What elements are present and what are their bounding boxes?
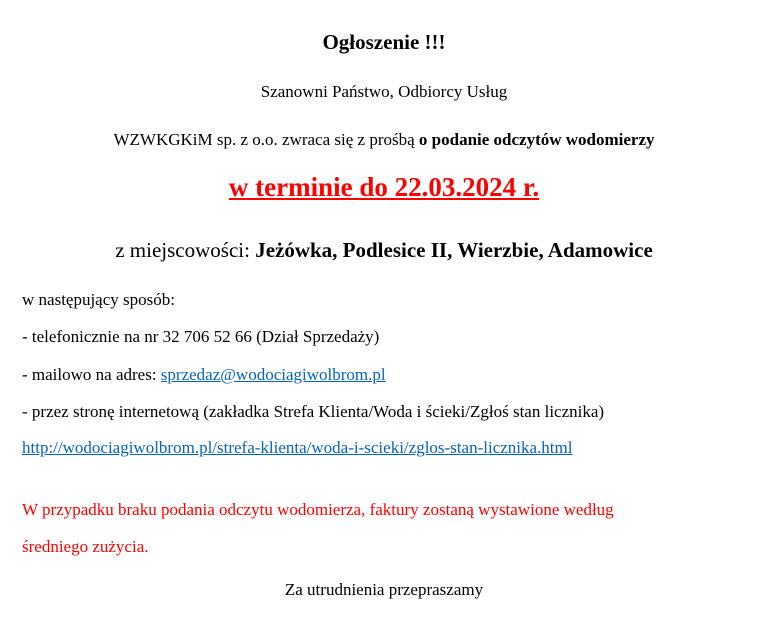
method-web: - przez stronę internetową (zakładka Strefa Klienta/Woda i ścieki/Zgłoś stan licznika) bbox=[22, 402, 605, 421]
locations-text bbox=[0, 238, 768, 263]
request-text bbox=[0, 130, 768, 150]
method-intro: w następujący sposób: bbox=[22, 290, 175, 309]
page-title: Ogłoszenie !!! bbox=[322, 30, 446, 54]
locations-list: Jeżówka, Podlesice II, Wierzbie, Adamowice bbox=[255, 238, 653, 262]
request-prefix: WZWKGKiM sp. z o.o. zwraca się z prośbą bbox=[113, 130, 419, 149]
warning-line-1: W przypadku braku podania odczytu wodomierza, faktury zostaną wystawione według bbox=[22, 500, 614, 519]
closing-text: Za utrudnienia przepraszamy bbox=[284, 580, 484, 599]
method-web-url bbox=[22, 438, 572, 458]
locations-prefix: z miejscowości: bbox=[115, 238, 256, 262]
deadline-text: w terminie do 22.03.2024 r. bbox=[228, 172, 540, 202]
warning-line-2: średniego zużycia. bbox=[22, 537, 149, 556]
request-bold: o podanie odczytów wodomierzy bbox=[418, 130, 655, 149]
greeting-text: Szanowni Państwo, Odbiorcy Usług bbox=[260, 82, 508, 101]
method-phone: - telefonicznie na nr 32 706 52 66 (Dział Sprzedaży) bbox=[22, 327, 380, 346]
email-link[interactable]: sprzedaz@wodociagiwolbrom.pl bbox=[160, 365, 386, 384]
method-email-prefix: - mailowo na adres: bbox=[22, 365, 161, 384]
method-email bbox=[22, 365, 386, 385]
web-link[interactable]: http://wodociagiwolbrom.pl/strefa-klienta/woda-i-scieki/zglos-stan-licznika.html bbox=[22, 438, 573, 457]
